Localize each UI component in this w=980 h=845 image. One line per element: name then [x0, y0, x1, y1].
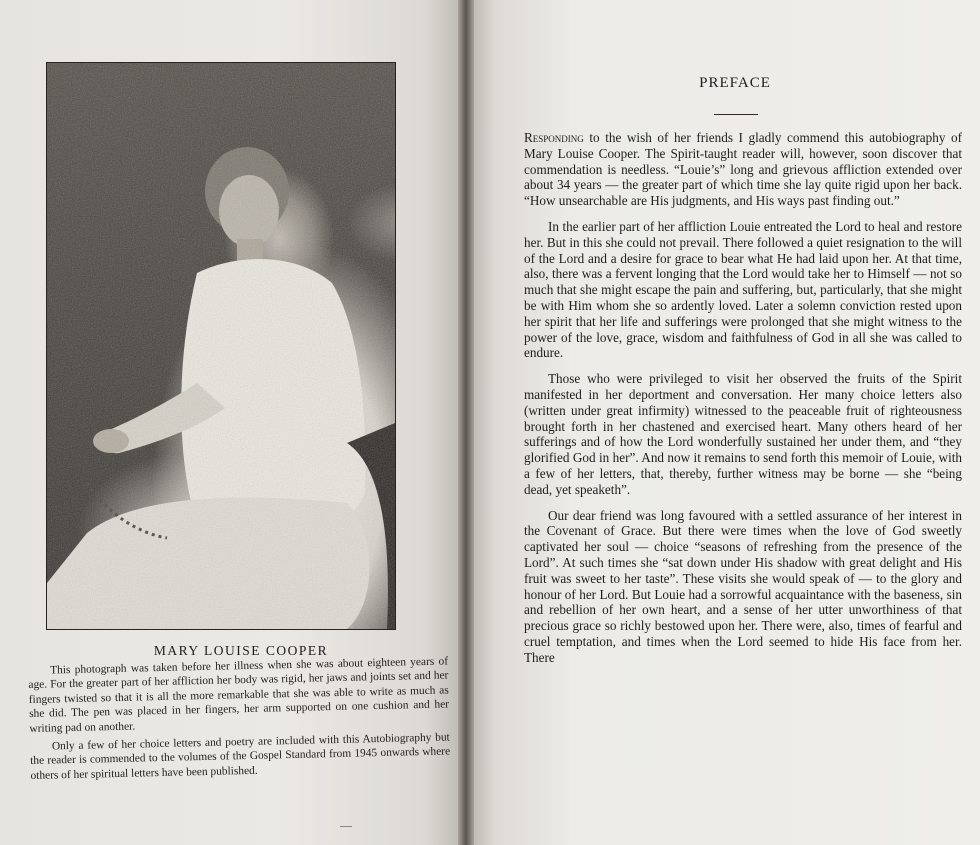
preface-body [524, 130, 962, 676]
preface-paragraph: Our dear friend was long favoured with a settled assurance of her interest in the Covenant of Grace. But there were times when the love of God sweetly captivated her soul — choice “seasons of refreshing from the presence of the Lord”. At such times she “sat down under His shadow with great delight and His fruit was sweet to her taste”. These visits she would speak of — to the glory and honour of her Lord. But Louie had a sorrowful acquaintance with the baseness, sin and rebellion of her own heart, and a sense of her utter unworthiness of that precious grace so richly bestowed upon her. There were, also, times of fearful and cruel temptation, and times when the Lord seemed to hide His face from her. There [524, 507, 962, 665]
preface-paragraph: In the earlier part of her affliction Louie entreated the Lord to heal and restore her. But in this she could not prevail. There followed a quiet resignation to the will of the Lord and a desire for grace to bear what He had laid upon her. At that time, also, there was a fervent longing that the Lord would take her to Himself — not so much that she might escape the pain and suffering, but, particularly, that she might be with Him whom she so ardently loved. Later a solemn conviction rested upon her spirit that her life and sufferings were prolonged that she might witness to the power of the love, grace, wisdom and faithfulness of God in all she was called to endure. [524, 218, 962, 361]
preface-paragraph: Responding to the wish of her friends I gladly commend this autobiography of Mary Louise Cooper. The Spirit-taught reader will, however, soon discover that commendation is needless. “Louie’s” long and grievous affliction extended over about 34 years — the greater part of which time she lay quite rigid upon her back. “How unsearchable are His judgments, and His ways past finding out.” [524, 130, 962, 209]
caption-title: MARY LOUISE COOPER [153, 643, 329, 658]
preface-title: PREFACE [699, 75, 771, 91]
preface-paragraph: Those who were privileged to visit her observed the fruits of the Spirit manifested in her deportment and conversation. Her many choice letters also (written under great infirmity) witnessed to the peaceable fruit of righteousness brought forth in her chastened and exercised heart. Many others heard of her sufferings and of how the Lord wonderfully sustained her under them, and “they glorified God in her”. And now it remains to send forth this memoir of Louie, with a few of her letters, that, thereby, further witness may be borne — she “being dead, yet speaketh”. [524, 371, 962, 497]
title-divider [714, 114, 758, 115]
caption-text [28, 654, 451, 787]
portrait-photograph [46, 62, 396, 630]
caption-paragraph: This photograph was taken before her illness when she was about eighteen years of age. For the greater part of her affliction her body was rigid, her jaws and joints set and her fingers twisted so that it is all the more remarkable that she was able to write as much as she did. The pen was placed in her fingers, her arm supported on one cushion and her writing pad on another. [28, 655, 450, 735]
caption-paragraph: Only a few of her choice letters and poetry are included with this Autobiography but the reader is commended to the volumes of the Gospel Standard from 1945 onwards where others of her spiritual letters have been published. [30, 731, 451, 782]
book-gutter [458, 0, 474, 845]
page-mark [340, 826, 352, 827]
lead-word: Responding [524, 130, 584, 145]
